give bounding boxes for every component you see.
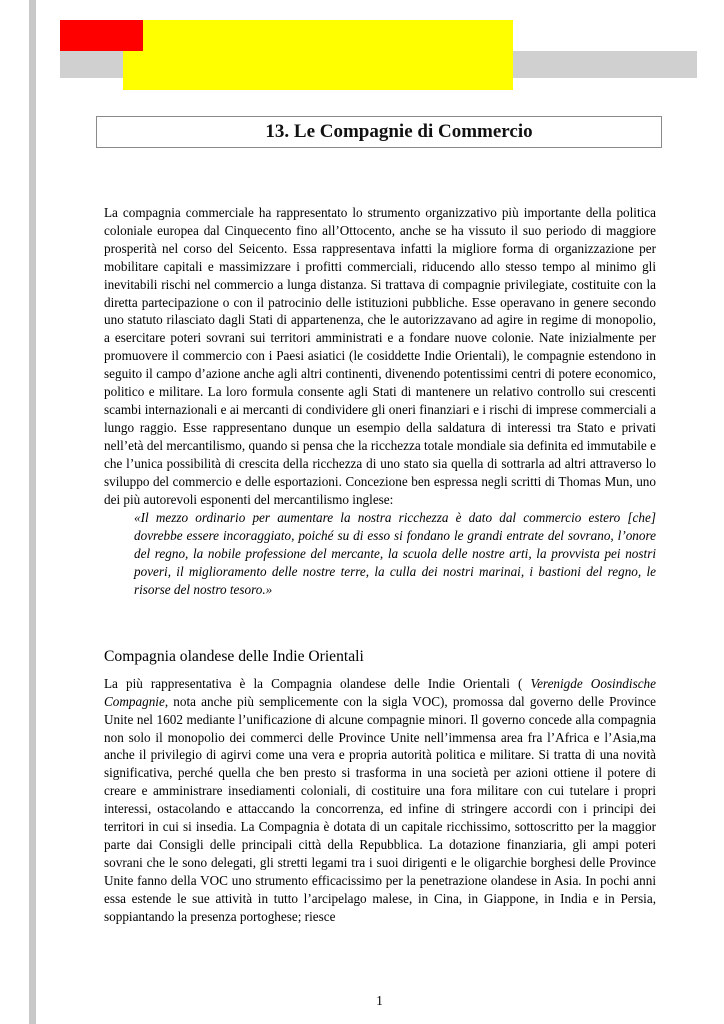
voc-dutch-name: Verenigde Oosindische Compagnie	[104, 675, 657, 709]
page-title: 13. Le Compagnie di Commercio	[265, 121, 533, 142]
header-yellow-block	[123, 20, 513, 90]
voc-paragraph	[104, 675, 656, 926]
intro-paragraph: La compagnia commerciale ha rappresentato lo strumento organizzativo più importante della politica coloniale europea dal Cinquecento fino all’Ottocento, anche se ha vissuto il suo periodo di maggiore prosperità nel corso del Seicento. Essa rappresentava infatti la migliore forma di organizzazione per mobilitare capitali e massimizzare i profitti commerciali, riducendo allo stesso tempo al minimo gli inevitabili rischi nel commercio a lunga distanza. Si trattava di compagnie privilegiate, costituite con la diretta partecipazione o con il patrocinio delle istituzioni pubbliche. Esse operavano in genere secondo uno statuto rilasciato dagli Stati di appartenenza, che le autorizzavano ad agire in regime di monopolio, a esercitare poteri sovrani sui territori amministrati e a fondare nuove colonie. Nate inizialmente per promuovere il commercio con i Paesi asiatici (le cosiddette Indie Orientali), le compagnie estendono in seguito il campo d’azione anche agli altri continenti, divenendo potentissimi centri di potere economico, politico e militare. La loro formula consente agli Stati di mantenere un relativo controllo sui crescenti scambi internazionali e ai mercanti di condividere gli oneri finanziari e i rischi di imprese commerciali a lungo raggio. Esse rappresentano dunque un esempio della saldatura di interessi tra Stato e privati nell’età del mercantilismo, quando si pensa che la ricchezza totale mondiale sia definita ed immutabile e che l’unica possibilità di crescita della ricchezza di uno stato sia quella di sottrarla ad altri attraverso lo sviluppo del commercio e delle esportazioni. Concezione ben espressa negli scritti di Thomas Mun, uno dei più autorevoli esponenti del mercantilismo inglese:	[104, 205, 656, 507]
header-red-block	[60, 20, 143, 51]
voc-paragraph-rest: , nota anche più semplicemente con la sigla VOC), promossa dal governo delle Province Unite nel 1602 mediante l’unificazione di alcune compagnie minori. Il governo concede alla compagnia non solo il monopolio dei commerci delle Province Unite nell’immensa area fra l’Africa e l’Asia,ma anche il privilegio di agirvi come una vera e propria autorità politica e militare. Si tratta di una novità significativa, perché quella che ben presto si trasforma in una società per azioni ottiene il potere di creare e amministrare insediamenti coloniali, di costituire una fora militare con cui tutelare i propri interessi, ostacolando e attaccando la concorrenza, ed infine di stringere accordi con i principi dei territori in cui si insedia. La Compagnia è dotata di un capitale ricchissimo, sottoscritto per la maggior parte dai Consigli delle principali città della Repubblica. La dotazione finanziaria, gli ampi poteri sovrani che le sono delegati, gli stretti legami tra i suoi dirigenti e le oligarchie borghesi delle Province Unite fanno della VOC uno strumento efficacissimo per la penetrazione olandese in Asia. In pochi anni essa estende le sue attività in tutto l’arcipelago malese, in Cina, in Giappone, in India e in Persia, soppiantando la presenza portoghese; riesce	[104, 693, 656, 924]
page-number: 1	[376, 993, 383, 1008]
thomas-mun-quote: «Il mezzo ordinario per aumentare la nostra ricchezza è dato dal commercio estero [che] dovrebbe essere incoraggiato, poiché su di esso si fondano le grandi entrate del sovrano, l’onore del regno, la nobile professione del mercante, la scuola delle nostre arti, la provvista pei nostri poveri, il miglioramento delle nostre terre, la culla dei nostri marinai, i bastioni del regno, le risorse del nostro tesoro.»	[134, 510, 656, 598]
voc-paragraph-start: La più rappresentativa è la Compagnia olandese delle Indie Orientali (	[104, 675, 531, 691]
left-margin-bar	[29, 0, 36, 1024]
document-body	[104, 204, 656, 926]
section-heading: Compagnia olandese delle Indie Orientali	[104, 647, 364, 665]
title-box	[96, 116, 662, 148]
